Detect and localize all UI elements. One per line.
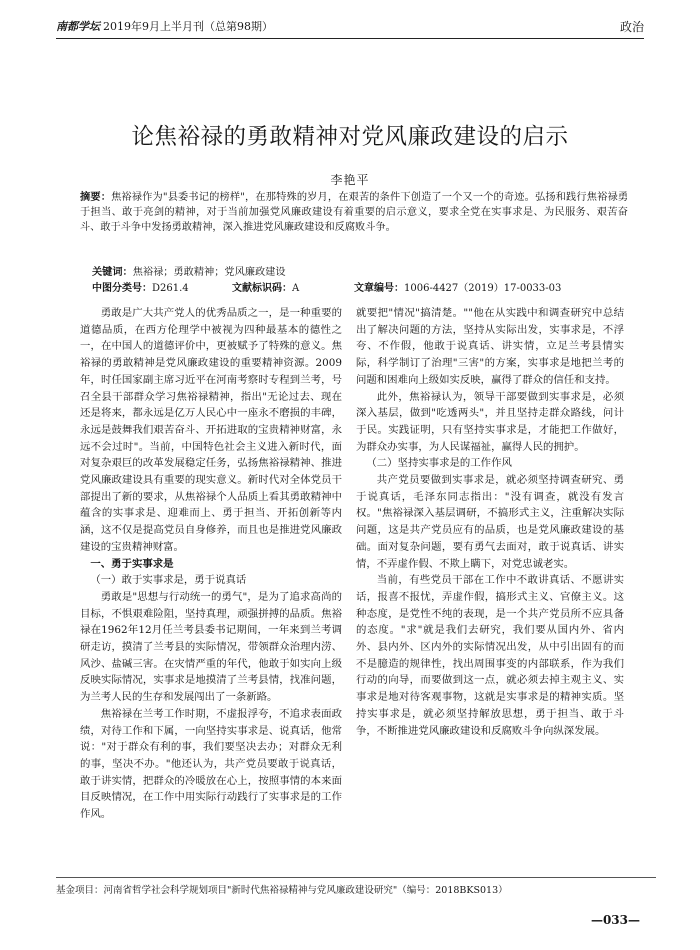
classification-row	[92, 282, 632, 296]
paragraph: 当前，有些党员干部在工作中不敢讲真话、不愿讲实话，报喜不报忧，弄虚作假，搞形式主义、官僚主义。这种态度，是党性不纯的表现，是一个共产党员所不应具备的态度。"求"就是我们去研究，我们要从国内外、省内外、县内外、区内外的实际情况出发，从中引出固有的而不是臆造的规律性，找出周围事变的内部联系，作为我们行动的向导，而要做到这一点，就必须去掉主观主义、实事求是地对待客观事物，这就是实事求是的精神实质。坚持实事求是，就必须坚持解放思想，勇于担当、敢于斗争，不断推进党风廉政建设和反腐败斗争向纵深发展。	[356, 574, 624, 737]
keywords-text: 焦裕禄；勇敢精神；党风廉政建设	[132, 267, 286, 278]
page-number: —033—	[590, 913, 640, 927]
keywords-label: 关键词：	[92, 266, 133, 278]
subsection-heading: （二）坚持实事求是的工作作风	[366, 457, 512, 470]
journal-issue: 2019年9月上半月刊（总第98期）	[103, 20, 273, 33]
abstract-text: 焦裕禄作为"县委书记的榜样"，在那特殊的岁月，在艰苦的条件下创造了一个又一个的奇迹。弘扬和践行焦裕禄勇于担当、敢于亮剑的精神，对于当前加强党风廉政建设有着重要的启示意义，要求全党在实事求是、为民服务、艰苦奋斗、敢于斗争中发扬勇敢精神，深入推进党风廉政建设和反腐败斗争。	[80, 192, 629, 233]
document-code: 文献标识码：A	[232, 283, 300, 294]
paragraph: 就要把"情况"搞清楚。""他在从实践中和调查研究中总结出了解决问题的方法，坚持从实际出发，实事求是，不浮夸、不作假，他敢于说真话、讲实情，立足兰考县情实际，科学制订了治理"三害"的方案，实事求是地把兰考的问题和困难向上级如实反映，赢得了群众的信任和支持。	[356, 307, 624, 386]
section-heading: 一、勇于实事求是	[90, 557, 174, 570]
paragraph: 此外，焦裕禄认为，领导干部要做到实事求是，必须深入基层，做到"吃透两头"，并且坚持走群众路线，问计于民。实践证明，只有坚持实事求是，才能把工作做好，为群众办实事，为人民谋福祉，赢得人民的拥护。	[356, 390, 624, 453]
paragraph: 勇敢是广大共产党人的优秀品质之一，是一种重要的道德品质，在西方伦理学中被视为四种最基本的德性之一，在中国人的道德评价中，更被赋予了特殊的意义。焦裕禄的勇敢精神是党风廉政建设的重要精神资源。2009年，时任国家副主席习近平在河南考察时专程到兰考，号召全县干部群众学习焦裕禄精神，指出"无论过去、现在还是将来，都永远是亿万人民心中一座永不磨损的丰碑，永远是鼓舞我们艰苦奋斗、开拓进取的宝贵精神财富，永远不会过时"。当前，中国特色社会主义进入新时代，面对复杂艰巨的改革发展稳定任务，弘扬焦裕禄精神、推进党风廉政建设具有重要的现实意义。新时代对全体党员干部提出了新的要求，从焦裕禄个人品质上看其勇敢精神中蕴含的实事求是、迎难而上、勇于担当、开拓创新等内涵，这不仅是提高党员自身修养，而且也是推进党风廉政建设的宝贵精神财富。	[80, 307, 342, 553]
paragraph: 共产党员要做到实事求是，就必须坚持调查研究、勇于说真话，毛泽东同志指出："没有调查，就没有发言权。"焦裕禄深入基层调研，不搞形式主义，注重解决实际问题，这是共产党员应有的品质，也是党风廉政建设的基础。面对复杂问题，要有勇气去面对，敢于说真话、讲实情，不弄虚作假、不欺上瞒下，对党忠诚老实。	[356, 474, 624, 570]
article-author: 李艳平	[330, 173, 370, 187]
abstract	[80, 190, 628, 235]
journal-brand: 南都学坛	[56, 20, 100, 33]
running-header	[56, 16, 644, 39]
subsection-heading: （一）敢于实事求是，勇于说真话	[90, 574, 247, 587]
keywords	[92, 265, 622, 280]
article-title: 论焦裕禄的勇敢精神对党风廉政建设的启示	[131, 124, 569, 150]
body-column-left	[80, 305, 342, 823]
paragraph: 勇敢是"思想与行动统一的勇气"，是为了追求高尚的目标，不惧艰难险阻，坚持真理，顽强拼搏的品质。焦裕禄在1962年12月任兰考县委书记期间，一年来到兰考调研走访，摸清了兰考县的实际情况，带领群众治理内涝、风沙、盐碱三害。在灾情严重的年代，他敢于如实向上级反映实际情况，实事求是地摸清了兰考县情，找准问题，为兰考人民的生存和发展闯出了一条新路。	[80, 590, 342, 704]
abstract-label: 摘要：	[80, 191, 112, 203]
paragraph: 焦裕禄在兰考工作时期，不虚报浮夸，不追求表面政绩，对待工作和下属，一向坚持实事求是、说真话，他常说："对于群众有利的事，我们要坚决去办；对群众无利的事，坚决不办。"他还认为，共产党员要敢于说真话，敢于讲实情，把群众的冷暖放在心上，按照事情的本来面目反映情况，在工作中用实际行动践行了实事求是的工作作风。	[80, 707, 342, 821]
funding-footnote: 基金项目：河南省哲学社会科学规划项目"新时代焦裕禄精神与党风廉政建设研究"（编号：2018BKS013）	[56, 877, 656, 897]
clc-code: 中图分类号：D261.4	[92, 283, 189, 294]
article-number: 文章编号：1006-4427（2019）17-0033-03	[354, 283, 562, 294]
body-column-right	[356, 305, 624, 739]
section-label: 政治	[619, 20, 644, 34]
journal-info	[56, 16, 273, 38]
